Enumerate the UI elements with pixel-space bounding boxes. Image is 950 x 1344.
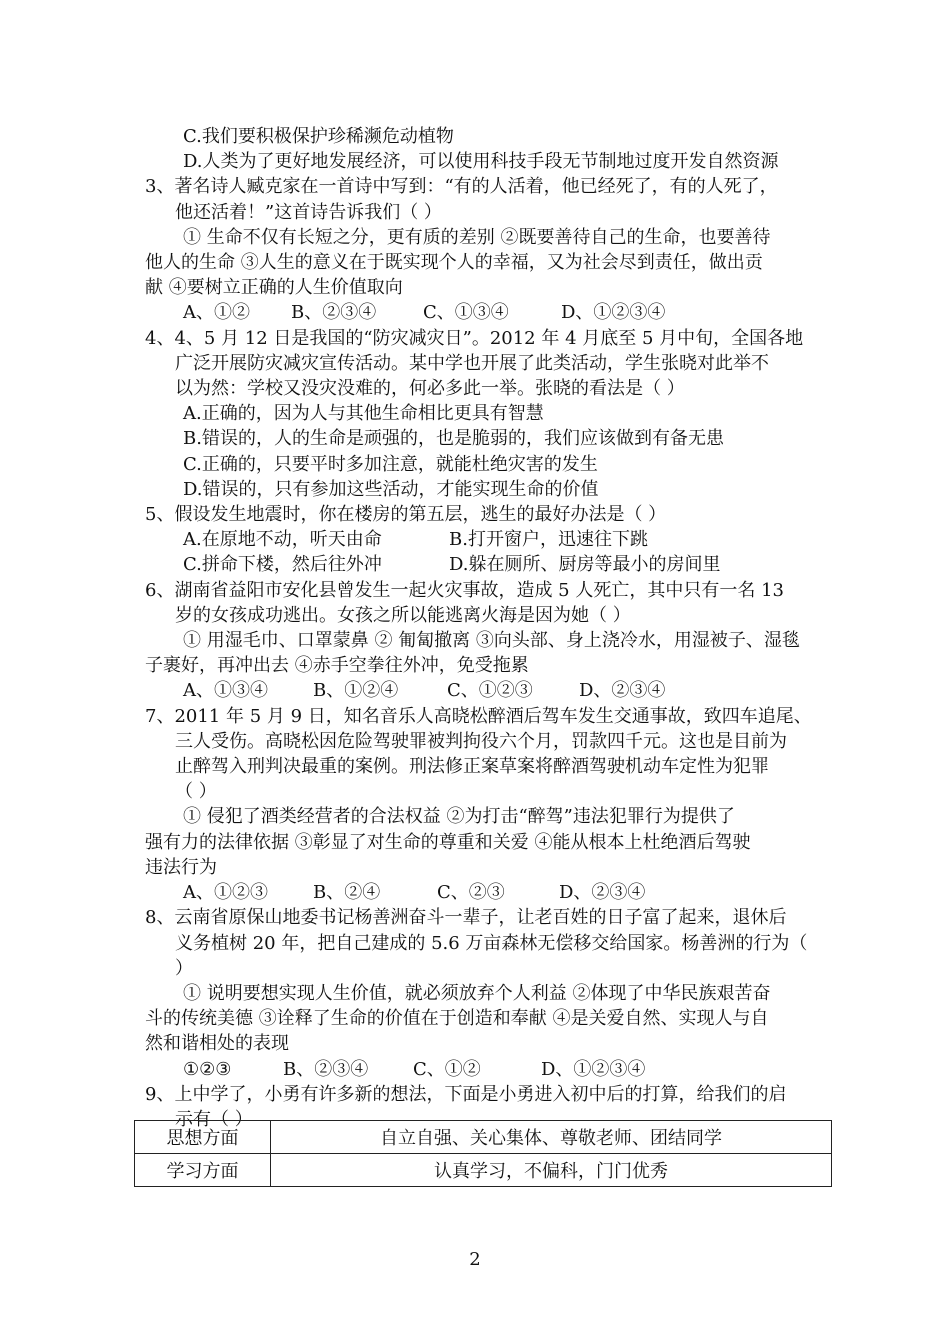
q8-statement-line2: 斗的传统美德 ③诠释了生命的价值在于创造和奉献 ④是关爱自然、实现人与自 — [145, 1008, 769, 1030]
q5-options-row1 — [145, 527, 810, 552]
q7-options — [145, 880, 810, 905]
q8-stem-line2: 义务植树 20 年，把自己建成的 5.6 万亩森林无偿移交给国家。杨善洲的行为（ — [175, 932, 808, 954]
row-label: 学习方面 — [135, 1154, 271, 1187]
q4-option-a: A.正确的，因为人与其他生命相比更具有智慧 — [183, 403, 544, 425]
q3-statement-line2: 他人的生命 ③人生的意义在于既实现个人的幸福，又为社会尽到责任，做出贡 — [145, 252, 763, 274]
q3-stem-line1: 3、著名诗人臧克家在一首诗中写到：“有的人活着，他已经死了，有的人死了， — [145, 176, 778, 198]
q7-option-b: B、②④ — [313, 882, 381, 904]
q7-statement-line2: 强有力的法律依据 ③彰显了对生命的尊重和关爱 ④能从根本上杜绝酒后驾驶 — [145, 831, 751, 853]
q5-option-c: C.拼命下楼，然后往外冲 — [183, 554, 382, 576]
q3-options — [145, 300, 810, 325]
q7-stem-line3: 止醉驾入刑判决最重的案例。刑法修正案草案将醉酒驾驶机动车定性为犯罪 — [175, 756, 769, 778]
q7-option-d: D、②③④ — [559, 882, 646, 904]
q8-option-c: C、①② — [413, 1058, 481, 1080]
q5-option-b: B.打开窗户，迅速往下跳 — [449, 529, 648, 551]
q5-option-d: D.躲在厕所、厨房等最小的房间里 — [449, 554, 721, 576]
q3-option-b: B、②③④ — [291, 302, 377, 324]
q8-statement-line1: ① 说明要想实现人生价值，就必须放弃个人利益 ②体现了中华民族艰苦奋 — [183, 982, 771, 1004]
q5-option-a: A.在原地不动，听天由命 — [183, 529, 382, 551]
q8-option-b: B、②③④ — [283, 1058, 369, 1080]
q7-statement-line3: 违法行为 — [145, 856, 217, 878]
q7-stem-line1: 7、2011 年 5 月 9 日，知名音乐人高晓松醉酒后驾车发生交通事故，致四车追尾、 — [145, 705, 812, 727]
q3-option-c: C、①③④ — [423, 302, 509, 324]
q3-statement-line1: ① 生命不仅有长短之分，更有质的差别 ②既要善待自己的生命，也要善待 — [183, 226, 771, 248]
q9-stem-line1: 9、上中学了，小勇有许多新的想法，下面是小勇进入初中后的打算，给我们的启 — [145, 1083, 787, 1105]
q4-option-d: D.错误的，只有参加这些活动，才能实现生命的价值 — [183, 478, 599, 500]
q6-options — [145, 678, 810, 703]
q6-option-a: A、①③④ — [183, 680, 268, 702]
q6-option-b: B、①②④ — [313, 680, 399, 702]
q8-option-a: ①②③ — [183, 1058, 232, 1080]
q6-option-d: D、②③④ — [579, 680, 666, 702]
q3-stem-line2: 他还活着！”这首诗告诉我们（ ） — [175, 201, 442, 223]
q4-option-c: C.正确的，只要平时多加注意，就能杜绝灾害的发生 — [183, 453, 598, 475]
q3-statement-line3: 献 ④要树立正确的人生价值取向 — [145, 277, 403, 299]
q4-stem-line1: 4、4、5 月 12 日是我国的“防灾减灾日”。2012 年 4 月底至 5 月中旬，全国各地 — [145, 327, 804, 349]
q2-option-d: D.人类为了更好地发展经济，可以使用科技手段无节制地过度开发自然资源 — [183, 151, 779, 173]
q8-options — [145, 1057, 810, 1082]
q8-stem-line1: 8、云南省原保山地委书记杨善洲奋斗一辈子，让老百姓的日子富了起来，退休后 — [145, 907, 787, 929]
table-row — [135, 1154, 832, 1187]
question-list — [145, 124, 810, 1132]
q3-option-a: A、①② — [183, 302, 250, 324]
q6-statement-line2: 子裹好，再冲出去 ④赤手空拳往外冲，免受拖累 — [145, 655, 529, 677]
table-row — [135, 1121, 832, 1154]
q8-option-d: D、①②③④ — [541, 1058, 646, 1080]
q3-option-d: D、①②③④ — [561, 302, 666, 324]
q8-statement-line3: 然和谐相处的表现 — [145, 1033, 289, 1055]
q6-stem-line2: 岁的女孩成功逃出。女孩之所以能逃离火海是因为她（ ） — [175, 604, 631, 626]
row-label: 思想方面 — [135, 1121, 271, 1154]
q7-statement-line1: ① 侵犯了酒类经营者的合法权益 ②为打击“醉驾”违法犯罪行为提供了 — [183, 806, 735, 828]
q7-stem-line2: 三人受伤。高晓松因危险驾驶罪被判拘役六个月，罚款四千元。这也是目前为 — [175, 730, 787, 752]
q4-stem-line2: 广泛开展防灾减灾宣传活动。某中学也开展了此类活动，学生张晓对此举不 — [175, 352, 769, 374]
q2-option-c: C.我们要积极保护珍稀濒危动植物 — [183, 126, 454, 147]
row-value: 认真学习，不偏科，门门优秀 — [271, 1154, 832, 1187]
q5-stem: 5、假设发生地震时，你在楼房的第五层，逃生的最好办法是（ ） — [145, 504, 667, 526]
plan-table — [134, 1120, 832, 1187]
q5-options-row2 — [145, 552, 810, 577]
q7-stem-line4: （ ） — [175, 781, 217, 803]
q4-stem-line3: 以为然：学校又没灾没难的，何必多此一举。张晓的看法是（ ） — [175, 378, 685, 400]
q6-stem-line1: 6、湖南省益阳市安化县曾发生一起火灾事故，造成 5 人死亡，其中只有一名 13 — [145, 579, 784, 601]
q6-statement-line1: ① 用湿毛巾、口罩蒙鼻 ② 匍匐撤离 ③向头部、身上浇冷水，用湿被子、湿毯 — [183, 630, 800, 652]
q8-stem-line3: ） — [175, 957, 193, 979]
q7-option-c: C、②③ — [437, 882, 505, 904]
q9-stem-line2: 示有（ ） — [175, 1108, 253, 1130]
row-value: 自立自强、关心集体、尊敬老师、团结同学 — [271, 1121, 832, 1154]
q7-option-a: A、①②③ — [183, 882, 268, 904]
page-number: 2 — [469, 1249, 481, 1270]
q4-option-b: B.错误的，人的生命是顽强的，也是脆弱的，我们应该做到有备无患 — [183, 428, 724, 450]
q6-option-c: C、①②③ — [447, 680, 533, 702]
